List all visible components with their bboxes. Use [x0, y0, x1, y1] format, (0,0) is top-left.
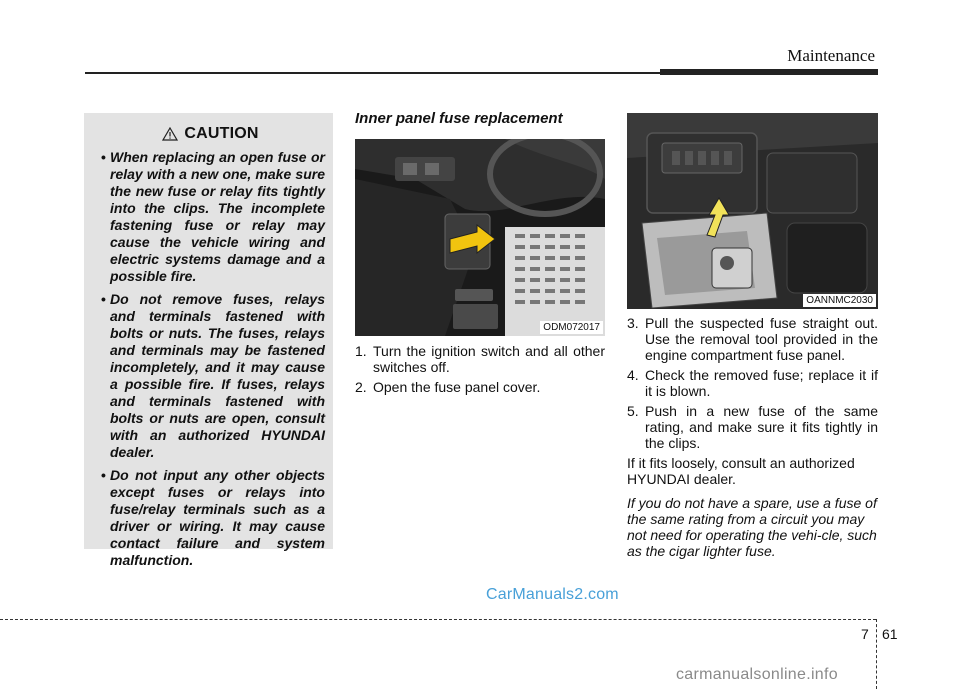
header-section-title: Maintenance	[787, 46, 875, 65]
step-number: 4.	[627, 367, 639, 383]
caution-item	[96, 467, 325, 569]
step-item	[627, 367, 878, 399]
spare-fuse-note: If you do not have a spare, use a fuse of the same rating from a circuit you may not need for operating the vehi-cle, such as the cigar lighter fuse.	[627, 495, 877, 559]
caution-item	[96, 291, 325, 461]
caution-title: CAUTION	[184, 125, 259, 142]
photo-code: ODM072017	[540, 321, 603, 334]
step-number: 3.	[627, 315, 639, 331]
footer-divider	[876, 619, 877, 689]
bullet: •	[101, 467, 106, 483]
interior-panel-illustration	[355, 139, 605, 336]
site-watermark: carmanualsonline.info	[676, 666, 838, 683]
caution-item-text: Do not input any other objects except fuses or relays into fuse/relay terminals such as a driver or wiring. It may cause contact failure and system malfunction.	[110, 467, 325, 568]
steps-list-right	[627, 315, 878, 559]
step-text: Push in a new fuse of the same rating, and make sure it fits tightly in the clips.	[645, 403, 878, 451]
page-number: 61	[882, 626, 898, 642]
header-rule-thick	[660, 69, 878, 75]
warning-triangle-icon	[162, 127, 178, 141]
step-item	[627, 403, 878, 451]
step-text: Turn the ignition switch and all other switches off.	[373, 343, 605, 375]
bullet: •	[101, 291, 106, 307]
chapter-number: 7	[861, 626, 869, 642]
caution-header	[96, 125, 325, 143]
caution-item-text: Do not remove fuses, relays and terminals fastened with bolts or nuts. The fuses, relays and terminals may be fastened incompletely, and it may cause a possible fire. If fuses, relays and terminals fastened with bolts or nuts are open, consult with an authorized HYUNDAI dealer.	[110, 291, 325, 460]
caution-item-text: When replacing an open fuse or relay with a new one, make sure the new fuse or relay fits tightly into the clips. The incomplete fastening fuse or relay may cause the vehicle wiring and electric systems damage and a possible fire.	[110, 149, 325, 284]
footer-rule	[0, 619, 876, 620]
interior-fuse-panel-photo	[355, 139, 605, 336]
step-number: 1.	[355, 343, 367, 359]
paragraph-loose-fuse: If it fits loosely, consult an authorized HYUNDAI dealer.	[627, 455, 855, 487]
carmanuals-watermark: CarManuals2.com	[486, 586, 619, 603]
caution-item	[96, 149, 325, 285]
step-item	[627, 315, 878, 363]
step-text: Open the fuse panel cover.	[373, 379, 541, 395]
step-text: Pull the suspected fuse straight out. Use the removal tool provided in the engine compartment fuse panel.	[645, 315, 878, 363]
engine-fuse-box-photo	[627, 113, 878, 309]
step-item	[355, 379, 605, 395]
bullet: •	[101, 149, 106, 165]
step-text: Check the removed fuse; replace it if it is blown.	[645, 367, 878, 399]
caution-box	[84, 113, 333, 568]
step-number: 2.	[355, 379, 367, 395]
header-rule-thin	[85, 72, 663, 74]
engine-fuse-box-illustration	[627, 113, 878, 309]
photo-code: OANNMC2030	[803, 294, 876, 307]
step-number: 5.	[627, 403, 639, 419]
step-item	[355, 343, 605, 375]
section-title: Inner panel fuse replacement	[355, 110, 563, 127]
steps-list-middle	[355, 343, 605, 399]
